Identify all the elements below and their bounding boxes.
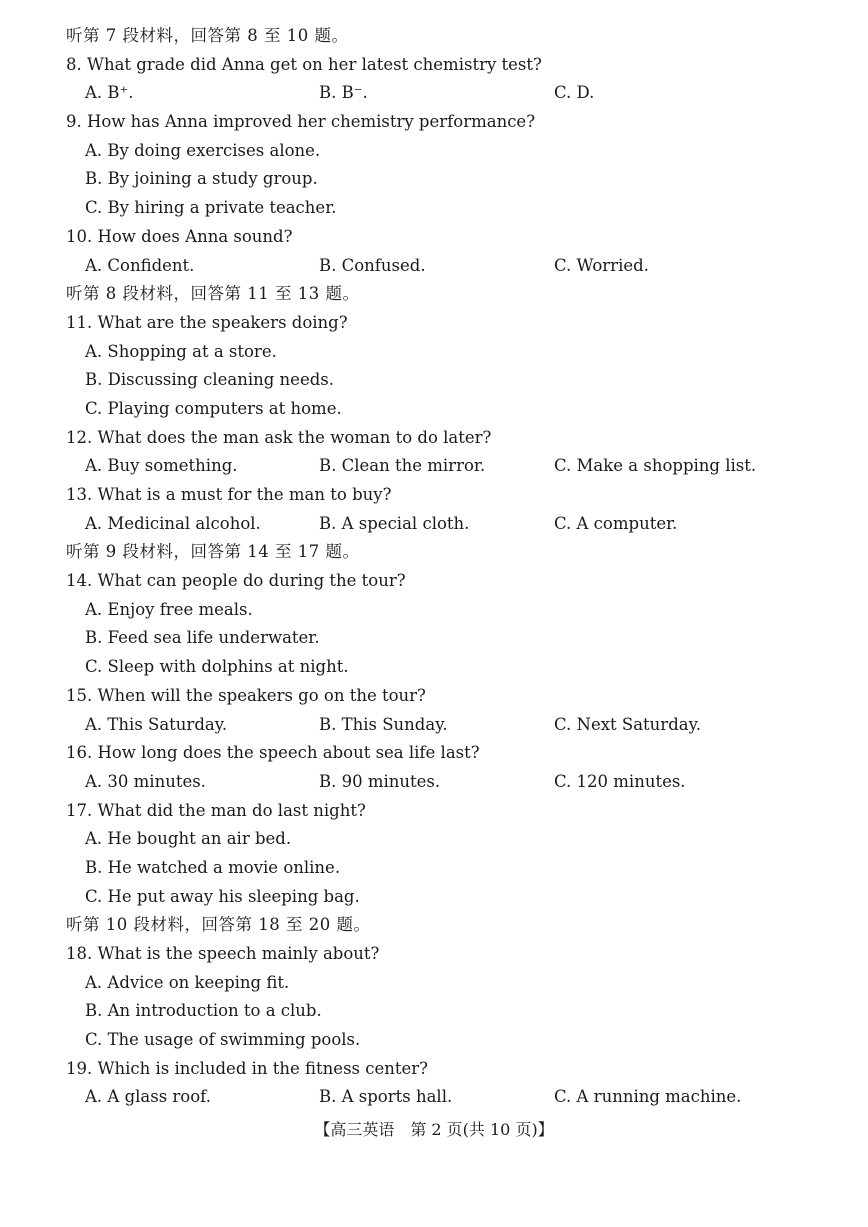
answer-option: B. B⁻.: [319, 83, 368, 103]
answer-option: B. 90 minutes.: [319, 771, 441, 791]
question-list: [66, 22, 826, 1112]
page-footer: 【高三英语 第 2 页(共 10 页)】: [314, 1120, 554, 1139]
section-heading: 听第 10 段材料，回答第 18 至 20 题。: [66, 915, 371, 935]
answer-option: B. By joining a study group.: [85, 169, 318, 189]
answer-option: C. Make a shopping list.: [554, 456, 757, 476]
answer-option: A. This Saturday.: [85, 714, 228, 734]
question-stem: 13. What is a must for the man to buy?: [66, 485, 392, 504]
answer-option: A. 30 minutes.: [85, 771, 206, 791]
question-stem: 15. When will the speakers go on the tour?: [66, 685, 426, 705]
answer-option: C. Next Saturday.: [554, 714, 701, 734]
answer-option: A. By doing exercises alone.: [85, 140, 321, 160]
answer-option: A. Enjoy free meals.: [85, 599, 253, 619]
answer-option: C. 120 minutes.: [554, 771, 686, 791]
section-heading: 听第 8 段材料，回答第 11 至 13 题。: [66, 284, 360, 304]
answer-option: C. He put away his sleeping bag.: [85, 886, 360, 906]
options-row: [66, 711, 826, 740]
answer-option: A. A glass roof.: [85, 1087, 211, 1107]
answer-option: C. Sleep with dolphins at night.: [85, 657, 349, 677]
answer-option: B. He watched a movie online.: [85, 857, 341, 877]
question-stem: 12. What does the man ask the woman to do later?: [66, 427, 492, 447]
answer-option: B. This Sunday.: [319, 714, 448, 734]
question-stem: 10. How does Anna sound?: [66, 226, 293, 246]
answer-option: A. He bought an air bed.: [85, 829, 292, 849]
answer-option: C. The usage of swimming pools.: [85, 1030, 361, 1050]
question-stem: 17. What did the man do last night?: [66, 800, 366, 820]
question-stem: 9. How has Anna improved her chemistry performance?: [66, 112, 536, 132]
question-stem: 14. What can people do during the tour?: [66, 571, 406, 591]
section-heading: 听第 7 段材料，回答第 8 至 10 题。: [66, 26, 349, 45]
answer-option: C. D.: [554, 83, 595, 103]
options-row: [66, 79, 826, 108]
answer-option: A. Buy something.: [85, 456, 238, 476]
answer-option: C. A computer.: [554, 513, 678, 533]
options-row: [66, 768, 826, 797]
options-row: [66, 252, 826, 281]
answer-option: B. An introduction to a club.: [85, 1001, 322, 1021]
answer-option: A. Confident.: [85, 255, 195, 275]
question-stem: 18. What is the speech mainly about?: [66, 944, 380, 963]
answer-option: C. Playing computers at home.: [85, 398, 342, 418]
question-stem: 8. What grade did Anna get on her latest chemistry test?: [66, 54, 542, 74]
answer-option: A. Advice on keeping fit.: [85, 972, 290, 992]
answer-option: C. By hiring a private teacher.: [85, 198, 337, 218]
answer-option: B. Clean the mirror.: [319, 456, 486, 476]
answer-option: A. B⁺.: [85, 83, 134, 103]
question-stem: 16. How long does the speech about sea life last?: [66, 743, 480, 763]
answer-option: B. Feed sea life underwater.: [85, 628, 320, 648]
options-row: [66, 510, 826, 539]
answer-option: A. Medicinal alcohol.: [85, 513, 261, 533]
answer-option: C. Worried.: [554, 255, 649, 275]
options-row: [66, 452, 826, 481]
answer-option: B. Discussing cleaning needs.: [85, 370, 334, 390]
question-stem: 19. Which is included in the fitness center?: [66, 1058, 429, 1078]
answer-option: B. A special cloth.: [319, 513, 470, 533]
question-stem: 11. What are the speakers doing?: [66, 312, 348, 332]
answer-option: B. Confused.: [319, 255, 426, 275]
section-heading: 听第 9 段材料，回答第 14 至 17 题。: [66, 542, 360, 562]
answer-option: B. A sports hall.: [319, 1087, 453, 1107]
answer-option: C. A running machine.: [554, 1087, 742, 1107]
options-row: [66, 1083, 826, 1112]
answer-option: A. Shopping at a store.: [85, 341, 277, 361]
